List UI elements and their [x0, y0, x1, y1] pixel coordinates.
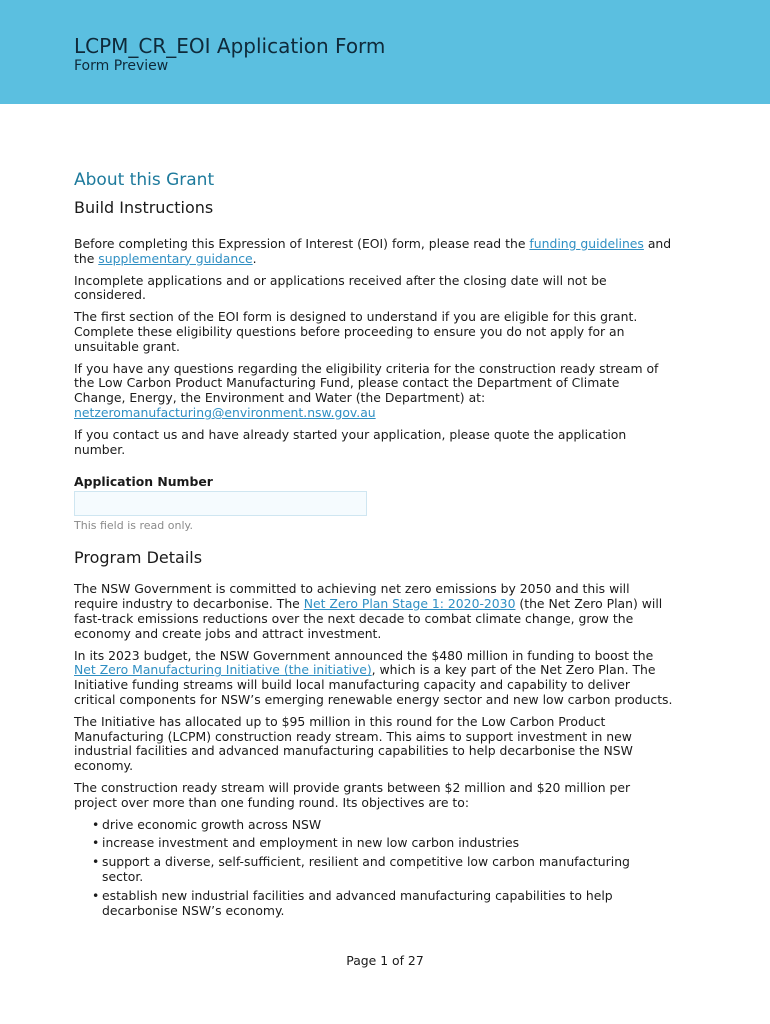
application-number-hint: This field is read only.	[74, 519, 193, 533]
budget-paragraph: In its 2023 budget, the NSW Government announced the $480 million in funding to boost the Net Zero Manufacturing Initiative (the initiative), which is a key part of the Net Zero Plan. The Initiative funding streams will build local manufacturing capacity and capability to deliver critical components for NSW’s emerging renewable energy sector and new low carbon products.	[74, 647, 673, 707]
eligibility-paragraph: The first section of the EOI form is designed to understand if you are eligible for this grant. Complete these eligibility questions before proceeding to ensure you do not apply for an unsuitable grant.	[74, 309, 638, 354]
about-grant-heading: About this Grant	[74, 170, 215, 190]
application-number-label: Application Number	[74, 474, 213, 490]
bullet-icon: •	[92, 816, 100, 832]
form-content	[74, 170, 674, 922]
supplementary-guidance-link[interactable]: supplementary guidance	[98, 250, 253, 266]
intro-paragraph: Before completing this Expression of Interest (EOI) form, please read the funding guidelines and the supplementary guidance.	[74, 236, 672, 266]
form-subtitle: Form Preview	[74, 58, 169, 74]
application-number-field[interactable]	[74, 491, 367, 516]
list-item: • support a diverse, self-sufficient, resilient and competitive low carbon manufacturing sector.	[92, 854, 630, 884]
incomplete-applications-paragraph: Incomplete applications and or applications received after the closing date will not be considered.	[74, 272, 607, 303]
net-zero-manufacturing-initiative-link[interactable]: Net Zero Manufacturing Initiative (the initiative)	[74, 662, 372, 678]
program-details-heading: Program Details	[74, 548, 203, 568]
list-item: • increase investment and employment in new low carbon industries	[92, 835, 520, 851]
list-item: • establish new industrial facilities and advanced manufacturing capabilities to help decarbonise NSW’s economy.	[92, 887, 613, 918]
bullet-icon: •	[92, 887, 100, 903]
application-number-note: If you contact us and have already started your application, please quote the application number.	[74, 426, 627, 457]
bullet-icon: •	[92, 835, 100, 851]
contact-email-link[interactable]: netzeromanufacturing@environment.nsw.gov.au	[74, 404, 376, 420]
net-zero-paragraph: The NSW Government is committed to achieving net zero emissions by 2050 and this will require industry to decarbonise. The Net Zero Plan Stage 1: 2020-2030 (the Net Zero Plan) will fast-track emissions reductions over the next decade to combat climate change, grow the economy and create jobs and attract investment.	[74, 581, 663, 641]
contact-paragraph: If you have any questions regarding the eligibility criteria for the construction ready stream of the Low Carbon Product Manufacturing Fund, please contact the Department of Climate Change, Energy, the Environment and Water (the Department) at: netzeromanufacturing@environment.nsw.gov.au	[74, 360, 659, 420]
construction-ready-paragraph: The construction ready stream will provide grants between $2 million and $20 million per project over more than one funding round. Its objectives are to:	[74, 779, 631, 810]
form-header	[0, 0, 770, 104]
bullet-icon: •	[92, 854, 100, 870]
form-title: LCPM_CR_EOI Application Form	[74, 34, 386, 58]
list-item: • drive economic growth across NSW	[92, 816, 322, 832]
build-instructions-heading: Build Instructions	[74, 198, 214, 217]
lcpm-allocation-paragraph: The Initiative has allocated up to $95 million in this round for the Low Carbon Product Manufacturing (LCPM) construction ready stream. This aims to support investment in new industrial facilities and advanced manufacturing capabilities to help decarbonise the NSW economy.	[74, 713, 633, 774]
net-zero-plan-link[interactable]: Net Zero Plan Stage 1: 2020-2030	[303, 596, 516, 612]
funding-guidelines-link[interactable]: funding guidelines	[529, 236, 644, 251]
objectives-list	[74, 818, 674, 919]
page-number: Page 1 of 27	[346, 953, 424, 968]
